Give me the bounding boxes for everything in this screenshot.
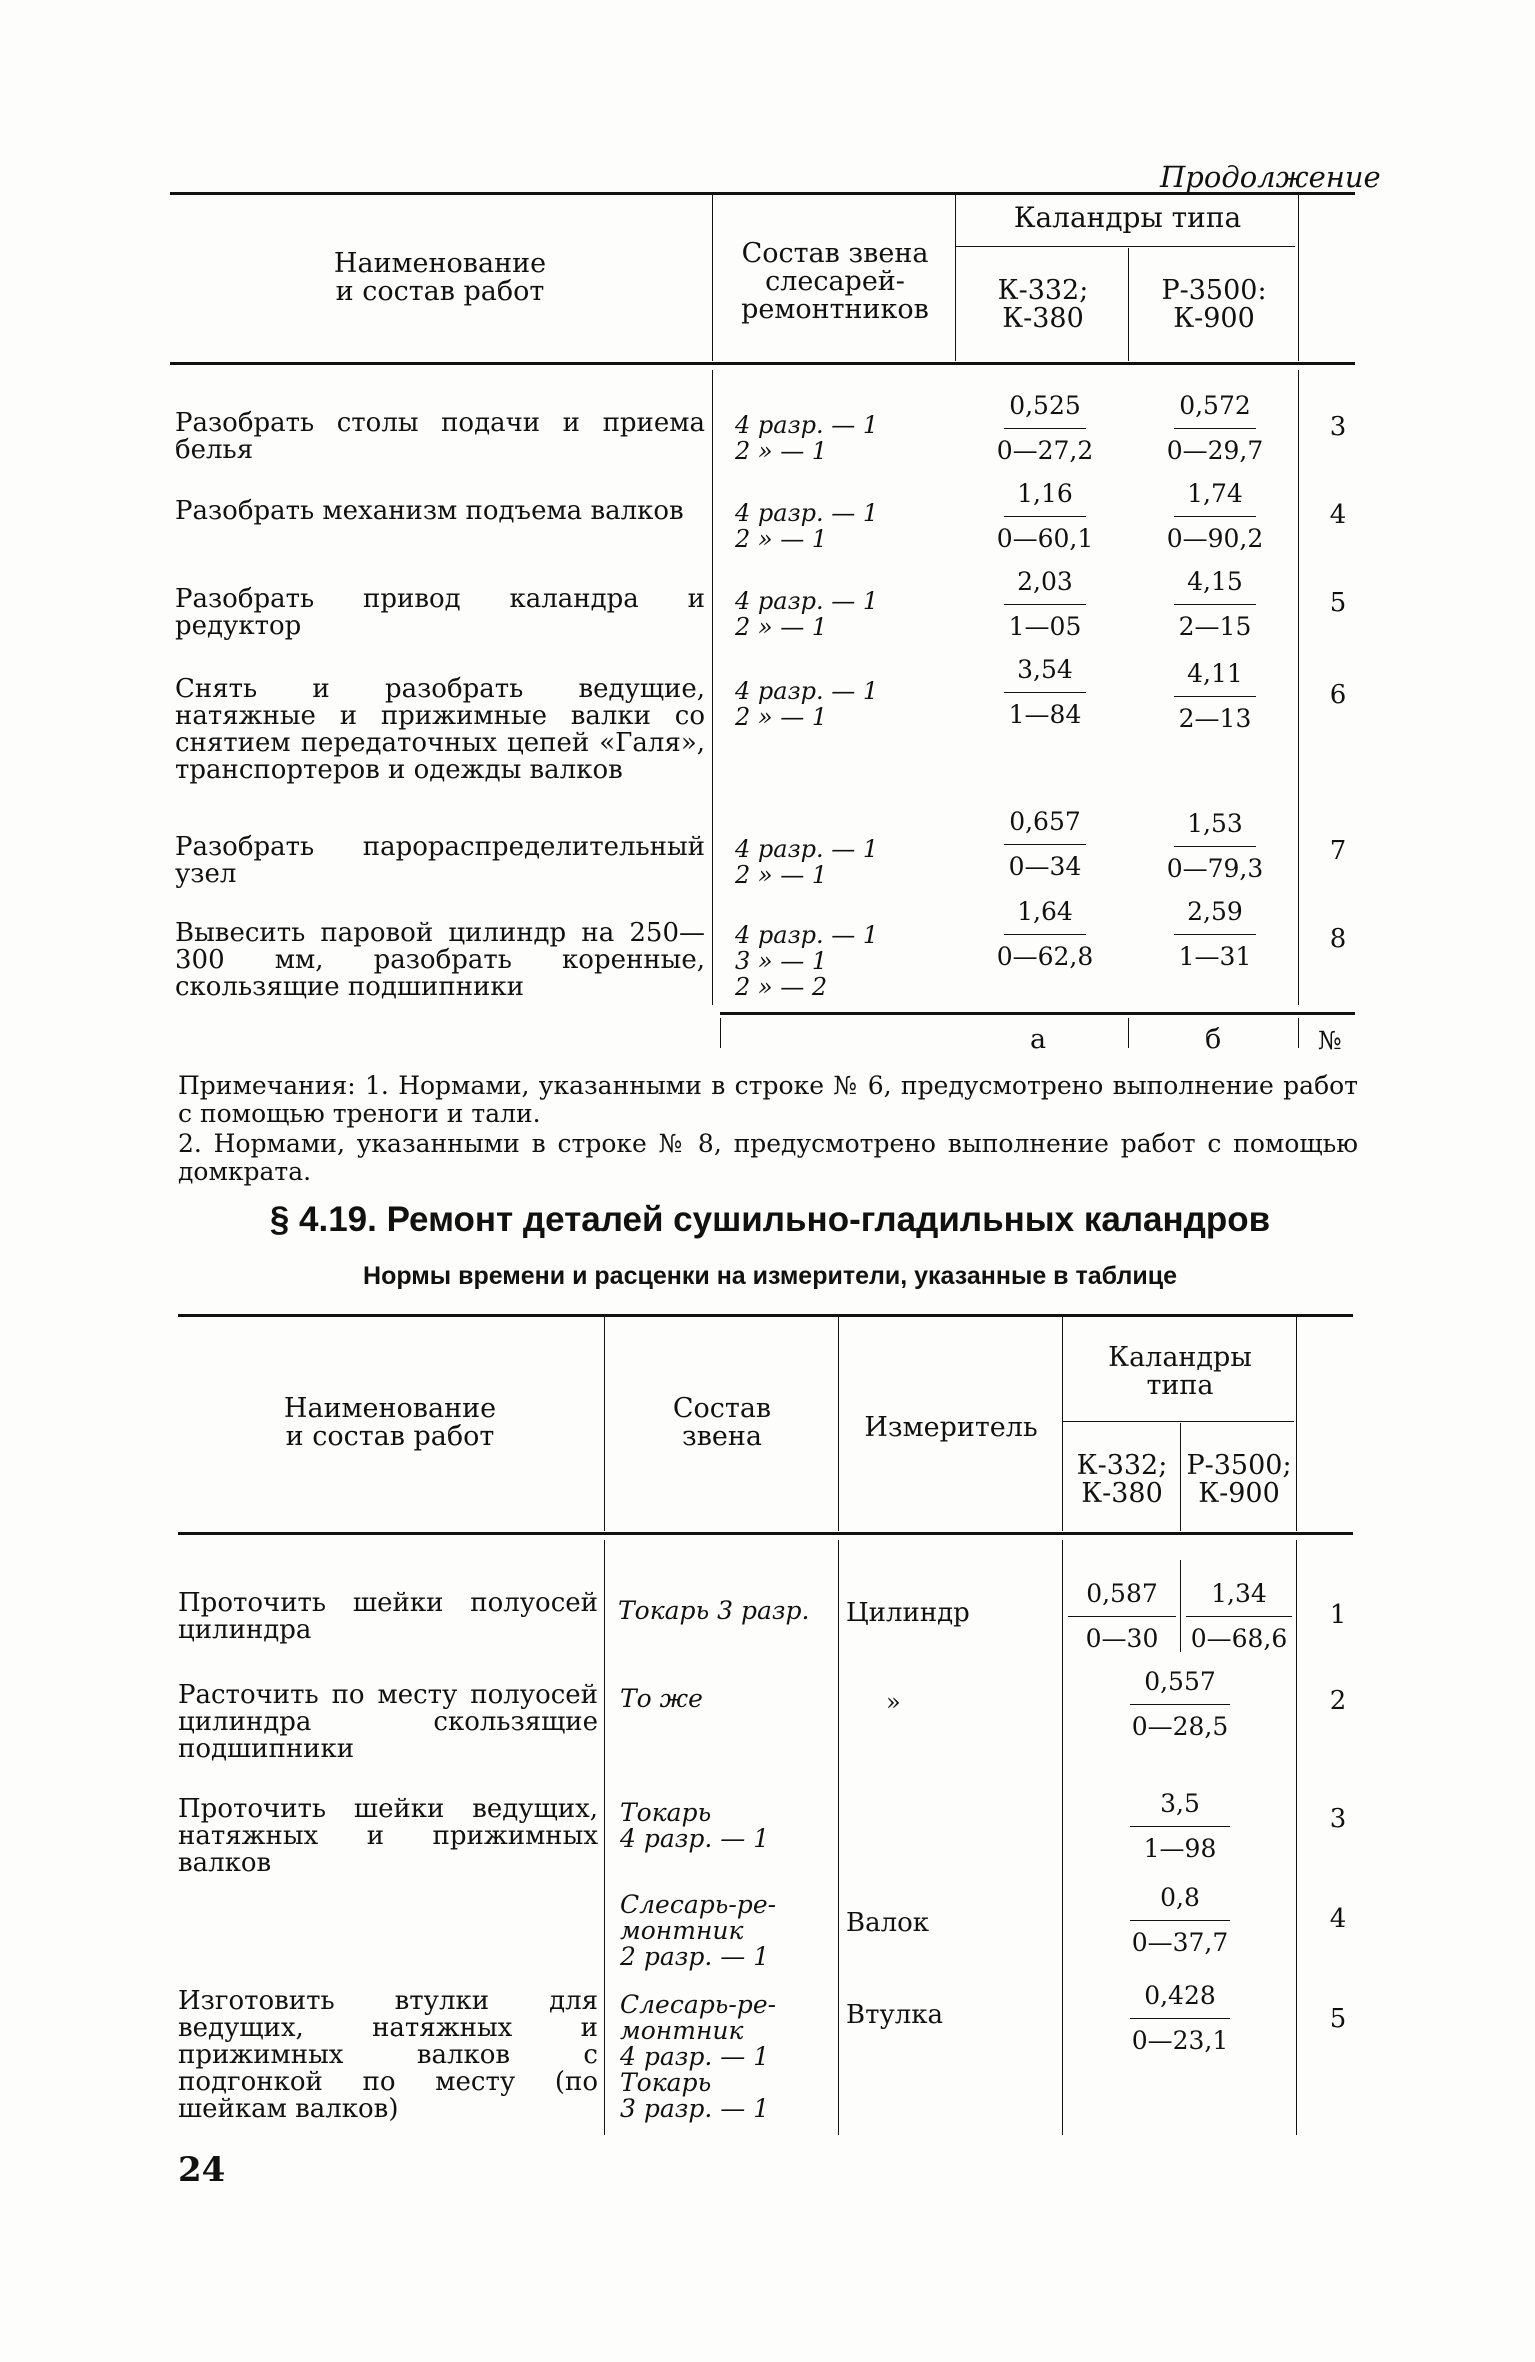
table1-row3-name: Разобрать привод каландра и редуктор [175,584,705,641]
table1-row4-sostav: 4 разр. — 1 2 » — 1 [735,677,879,731]
table2-row4-num: 4 [1329,1904,1347,1934]
table1-row3-col-b: 4,15 2—15 [1160,568,1270,641]
table1-row4-col-a: 3,54 1—84 [990,656,1100,729]
continuation-label: Продолжение [1160,160,1381,194]
table2-header-name: Наименование и состав работ [283,1393,497,1452]
table1-row2-col-b: 1,74 0—90,2 [1166,479,1264,553]
table2-row4-norm: 0,8 0—37,7 [1131,1883,1229,1957]
table1-header-col-b: Р-3500: К-900 [1161,275,1267,334]
table2-row3-name: Проточить шейки ведущих, натяжных и прижимных валков [178,1794,598,1878]
table2-header-sostav: Состав звена [672,1393,772,1452]
table1-row5-col-b: 1,53 0—79,3 [1166,809,1264,883]
table2-row2-meter: » [886,1688,901,1716]
table2-row2-num: 2 [1329,1686,1347,1716]
table2-header-meter: Измеритель [864,1412,1038,1443]
table1-header-sostav: Состав звена слесарей- ремонтников [741,238,929,325]
table1-row2-sostav: 4 разр. — 1 2 » — 1 [735,499,879,553]
table2-row4-sostav: Слесарь-ре- монтник 2 разр. — 1 [620,1890,777,1971]
table1-vline-3 [1128,248,1129,361]
table1-calender-rule [955,246,1295,247]
table1-row2-name: Разобрать механизм подъема валков [175,496,684,526]
table1-row3-num: 5 [1329,588,1347,618]
note-1: Примечания: 1. Нормами, указанными в строке № 6, предусмотрено выполнение работ с помощью треноги и тали. [178,1071,1358,1128]
table1-row5-col-a: 0,657 0—34 [990,808,1100,881]
page-number: 24 [178,2150,226,2190]
table2-row2-sostav: То же [620,1684,703,1713]
table2-body-vline-1 [604,1540,605,2135]
table2-body-vline-4 [1180,1560,1181,1652]
table1-foot-vline-2 [1128,1018,1129,1048]
table2-header-calender: Каландры типа [1108,1342,1252,1401]
table1-header-name: Наименование и состав работ [333,248,547,307]
table2-row3-num: 3 [1329,1804,1347,1834]
table1-row4-name: Снять и разобрать ведущие, натяжные и прижимные валки со снятием передаточных цепей «Галя», транспортеров и одежды валков [175,674,705,785]
table2-row2-norm: 0,557 0—28,5 [1131,1667,1229,1741]
table1-row1-col-a: 0,525 0—27,2 [996,391,1094,465]
table2-header-col-a: К-332; К-380 [1076,1450,1168,1509]
table2-body-vline-3 [1062,1540,1063,2135]
table1-row3-col-a: 2,03 1—05 [990,568,1100,641]
table2-row1-col-b: 1,34 0—68,6 [1182,1580,1296,1653]
table1-row6-num: 8 [1329,924,1347,954]
table2-row5-meter: Втулка [846,2000,944,2030]
table2-vline-5 [1296,1317,1297,1531]
note-2: 2. Нормами, указанными в строке № 8, предусмотрено выполнение работ с помощью домкрата. [178,1129,1358,1186]
table1-row6-name: Вывесить паровой цилиндр на 250—300 мм, разобрать коренные, скользящие подшипники [175,918,705,1002]
table1-row3-sostav: 4 разр. — 1 2 » — 1 [735,587,879,641]
table2-row3-norm: 3,5 1—98 [1120,1790,1240,1863]
table2-body-vline-2 [838,1540,839,2135]
table2-row4-meter: Валок [846,1908,930,1938]
table2-header-col-b: Р-3500; К-900 [1186,1450,1292,1509]
table2-row3-sostav: Токарь 4 разр. — 1 [620,1798,770,1853]
table1-row6-sostav: 4 разр. — 1 3 » — 1 2 » — 2 [735,921,879,1001]
table2-row1-name: Проточить шейки полуосей цилиндра [178,1588,598,1645]
table1-row1-name: Разобрать столы подачи и приема белья [175,408,705,465]
table1-row5-name: Разобрать парораспределительный узел [175,832,705,889]
table1-row6-col-a: 1,64 0—62,8 [996,897,1094,971]
table2-row5-norm: 0,428 0—23,1 [1131,1981,1229,2055]
table1-header-rule [170,362,1355,365]
table2-vline-1 [604,1317,605,1531]
table2-row1-num: 1 [1329,1600,1347,1630]
table1-body-vline-1 [712,370,713,1005]
table2-row1-meter: Цилиндр [846,1598,970,1628]
table2-row1-col-a: 0,587 0—30 [1064,1580,1180,1653]
table1-row6-col-b: 2,59 1—31 [1160,898,1270,971]
table2-row1-sostav: Токарь 3 разр. [618,1596,810,1625]
table1-header-col-a: К-332; К-380 [997,275,1089,334]
table1-vline-1 [712,195,713,361]
table1-row1-sostav: 4 разр. — 1 2 » — 1 [735,411,879,465]
table2-row5-name: Изготовить втулки для ведущих, натяжных и прижимных валков с подгонкой по месту (по шейкам валков) [178,1986,598,2124]
table1-footer-col-b: б [1205,1024,1222,1055]
table2-row2-name: Расточить по месту полуосей цилиндра скользящие подшипники [178,1680,598,1764]
table2-calender-rule [1062,1421,1294,1422]
table1-row5-num: 7 [1329,836,1347,866]
table1-foot-vline-1 [720,1018,721,1048]
table1-row1-num: 3 [1329,412,1347,442]
table1-footer-num: № [1318,1026,1342,1055]
table1-bottom-rule [720,1012,1355,1015]
table1-row4-num: 6 [1329,680,1347,710]
table1-foot-vline-3 [1298,1018,1299,1048]
table1-row2-num: 4 [1329,500,1347,530]
table2-vline-3 [1062,1317,1063,1531]
section-title: § 4.19. Ремонт деталей сушильно-гладильных каландров [269,1200,1271,1239]
table2-body-vline-5 [1296,1540,1297,2135]
section-subtitle: Нормы времени и расценки на измерители, указанные в таблице [363,1262,1177,1290]
table1-top-rule [170,192,1355,195]
table2-top-rule [178,1314,1353,1317]
table2-vline-2 [838,1317,839,1531]
table1-footer-col-a: а [1030,1024,1047,1055]
table1-body-vline-4 [1298,370,1299,1005]
table2-row5-sostav: Слесарь-ре- монтник 4 разр. — 1 Токарь 3 разр. — 1 [620,1990,777,2123]
table2-row5-num: 5 [1329,2004,1347,2034]
table1-row5-sostav: 4 разр. — 1 2 » — 1 [735,835,879,889]
table1-row1-col-b: 0,572 0—29,7 [1166,391,1264,465]
table1-row2-col-a: 1,16 0—60,1 [996,479,1094,553]
table1-row4-col-b: 4,11 2—13 [1160,660,1270,733]
table2-vline-4 [1180,1423,1181,1531]
table2-header-rule [178,1532,1353,1535]
table1-header-calender: Каландры типа [1013,201,1242,234]
